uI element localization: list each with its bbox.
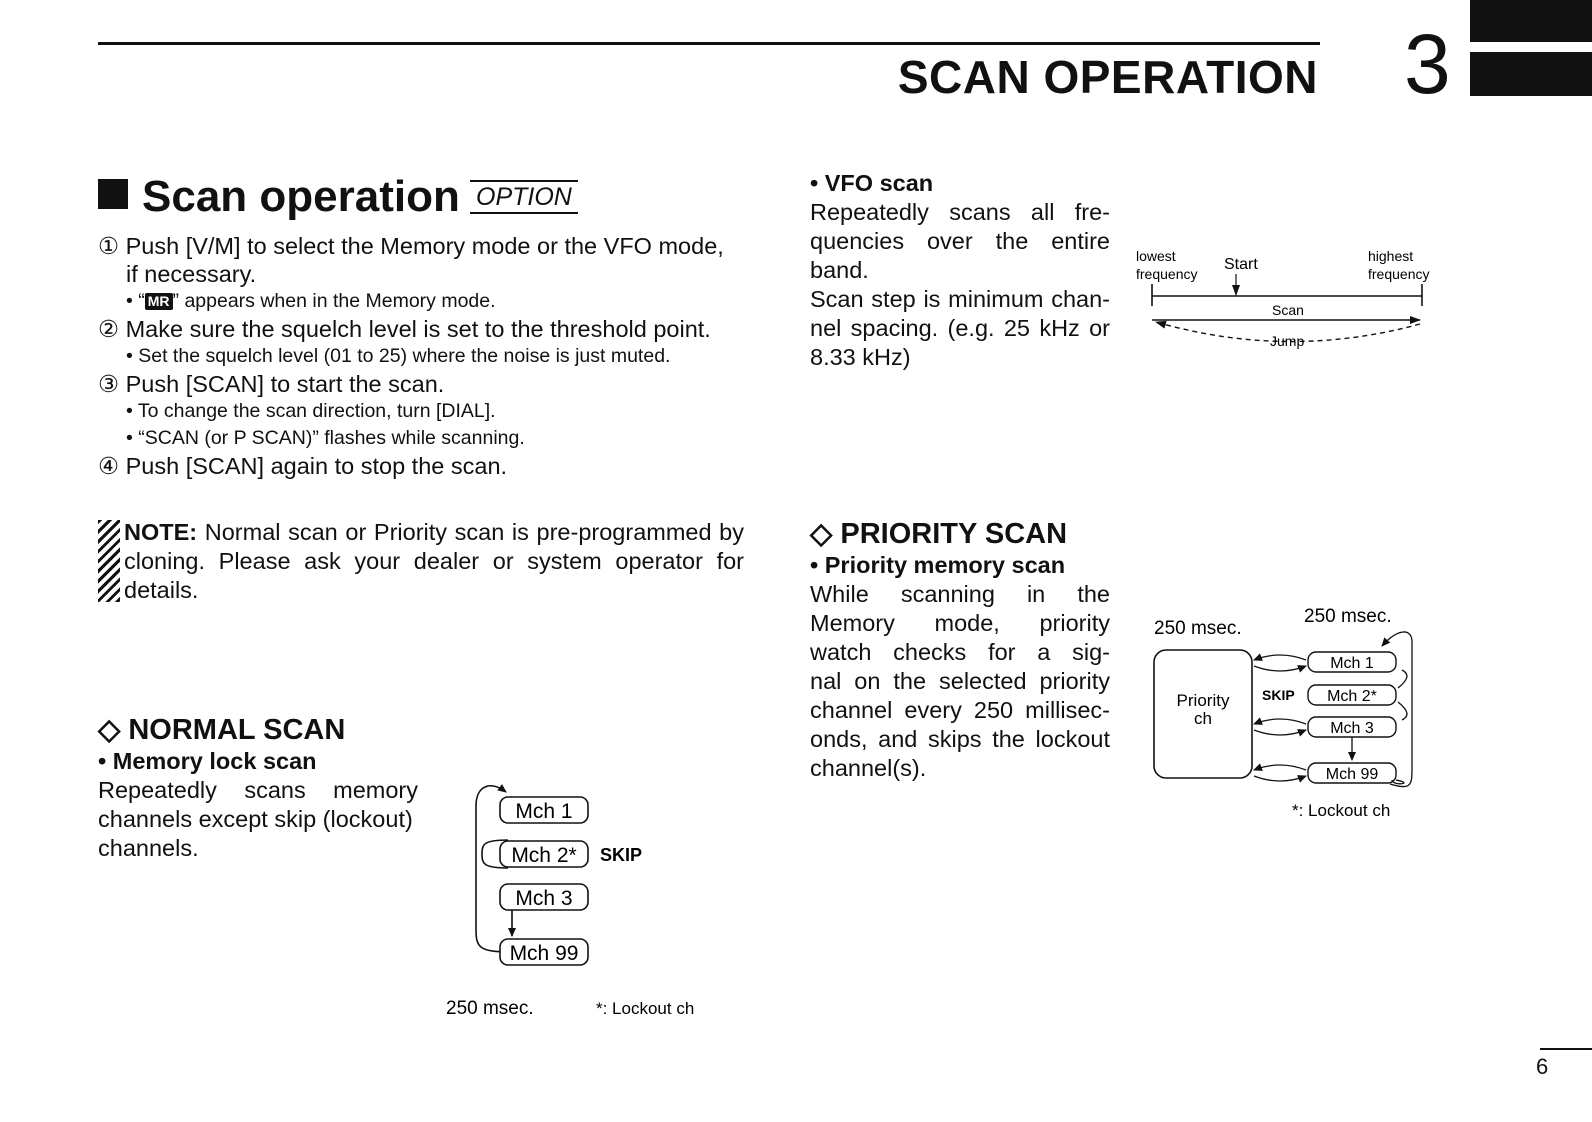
section-title-text: Scan operation xyxy=(142,172,460,221)
footer-rule xyxy=(1540,1048,1592,1050)
text-line: channel(s). xyxy=(810,755,927,781)
step-1-cont: if necessary. xyxy=(126,261,257,287)
step-text: Push [V/M] to select the Memory mode or the VFO mode, xyxy=(125,233,724,259)
exchange-arrow xyxy=(1254,719,1306,724)
note-text: Normal scan or Priority scan is pre-programmed by cloning. Please ask your dealer or system operator for details. xyxy=(124,519,745,603)
step-text: Push [SCAN] to start the scan. xyxy=(125,371,445,397)
jump-label: Jump xyxy=(1270,333,1305,349)
chapter-number: 3 xyxy=(1404,17,1451,111)
text-line: channels. xyxy=(98,835,199,861)
square-bullet-icon xyxy=(98,179,128,209)
exchange-arrow xyxy=(1254,655,1306,660)
note-label: NOTE: xyxy=(124,519,198,545)
highest-label: frequency xyxy=(1368,266,1430,282)
text-line: onds, and skips the lockout xyxy=(810,726,1110,752)
step-marker: ① xyxy=(98,233,120,259)
normal-scan-heading: ◇ NORMAL SCAN xyxy=(98,714,346,746)
section-title xyxy=(98,172,460,222)
channel-label: Mch 3 xyxy=(515,887,573,910)
sub-text: • “ xyxy=(126,290,145,312)
channel-label: Mch 99 xyxy=(1325,766,1379,783)
text-line: nal on the selected priority xyxy=(810,668,1110,694)
text-line: 8.33 kHz) xyxy=(810,344,911,370)
lockout-note: *: Lockout ch xyxy=(1292,801,1391,820)
note xyxy=(124,518,744,605)
exchange-arrow xyxy=(1254,730,1306,735)
normal-scan-subheading: • Memory lock scan xyxy=(98,748,317,774)
sub-text: ” appears when in the Memory mode. xyxy=(172,290,496,312)
exchange-arrow xyxy=(1254,666,1306,671)
interval-label: 250 msec. xyxy=(1154,618,1242,639)
skip-bypass-line xyxy=(1398,702,1407,720)
step-marker: ② xyxy=(98,316,120,342)
memory-lock-scan-diagram xyxy=(440,770,740,1040)
vfo-scan-subheading: • VFO scan xyxy=(810,170,934,196)
priority-scan-heading: ◇ PRIORITY SCAN xyxy=(810,518,1068,550)
text-line: Scan step is minimum chan- xyxy=(810,286,1110,312)
text-line: Repeatedly scans memory xyxy=(98,777,418,803)
step-marker: ③ xyxy=(98,371,120,397)
step-2 xyxy=(98,315,711,343)
mr-indicator-icon: MR xyxy=(145,293,173,310)
normal-scan-text xyxy=(98,776,418,863)
sub-note-squelch: • Set the squelch level (01 to 25) where the noise is just muted. xyxy=(126,345,671,367)
chapter-tab xyxy=(1470,52,1592,96)
text-line: band. xyxy=(810,257,869,283)
sub-note-mr xyxy=(126,288,496,314)
channel-label: Mch 1 xyxy=(1330,655,1374,672)
priority-label: Priority xyxy=(1176,691,1230,710)
channel-label: Mch 1 xyxy=(515,800,573,823)
priority-label: ch xyxy=(1194,709,1212,728)
chapter-tab-top xyxy=(1470,0,1592,42)
interval-label: 250 msec. xyxy=(446,998,534,1019)
exchange-arrow xyxy=(1254,765,1306,770)
channel-label: Mch 2* xyxy=(1327,688,1377,705)
priority-scan-text xyxy=(810,580,1110,783)
sub-note-direction: • To change the scan direction, turn [DIAL]. xyxy=(126,400,496,422)
chapter-title: SCAN OPERATION xyxy=(897,51,1318,103)
text-line: channel every 250 millisec- xyxy=(810,697,1110,723)
vfo-scan-diagram xyxy=(1130,240,1450,370)
skip-label: SKIP xyxy=(600,845,643,865)
step-text: Make sure the squelch level is set to the threshold point. xyxy=(125,316,711,342)
text-line: nel spacing. (e.g. 25 kHz or xyxy=(810,315,1110,341)
option-tag: OPTION xyxy=(470,180,578,214)
vfo-scan-text xyxy=(810,198,1110,372)
start-label: Start xyxy=(1224,256,1258,273)
step-text: Push [SCAN] again to stop the scan. xyxy=(125,453,508,479)
skip-bypass-line xyxy=(1398,670,1407,688)
text-line: quencies over the entire xyxy=(810,228,1110,254)
lowest-label: lowest xyxy=(1136,248,1176,264)
text-line: Repeatedly scans all fre- xyxy=(810,199,1110,225)
exchange-arrow xyxy=(1254,776,1306,781)
header-rule xyxy=(98,42,1320,45)
skip-label: SKIP xyxy=(1262,687,1295,703)
page-number: 6 xyxy=(1536,1054,1549,1079)
priority-scan-subheading: • Priority memory scan xyxy=(810,552,1066,578)
channel-label: Mch 3 xyxy=(1330,720,1374,737)
highest-label: highest xyxy=(1368,248,1414,264)
lockout-note: *: Lockout ch xyxy=(596,999,695,1018)
interval-label: 250 msec. xyxy=(1304,606,1392,627)
step-4 xyxy=(98,452,507,480)
text-line: channels except skip (lockout) xyxy=(98,806,413,832)
scan-label: Scan xyxy=(1272,302,1304,318)
sub-note-flash: • “SCAN (or P SCAN)” flashes while scanning. xyxy=(126,427,525,449)
step-1 xyxy=(98,232,724,260)
note-hatch-icon xyxy=(98,520,120,602)
text-line: Memory mode, priority xyxy=(810,610,1110,636)
step-3 xyxy=(98,370,444,398)
text-line: While scanning in the xyxy=(810,581,1110,607)
step-marker: ④ xyxy=(98,453,120,479)
channel-label: Mch 99 xyxy=(509,942,579,965)
channel-label: Mch 2* xyxy=(511,844,577,867)
text-line: watch checks for a sig- xyxy=(810,639,1110,665)
priority-scan-diagram xyxy=(1140,600,1440,840)
lowest-label: frequency xyxy=(1136,266,1198,282)
